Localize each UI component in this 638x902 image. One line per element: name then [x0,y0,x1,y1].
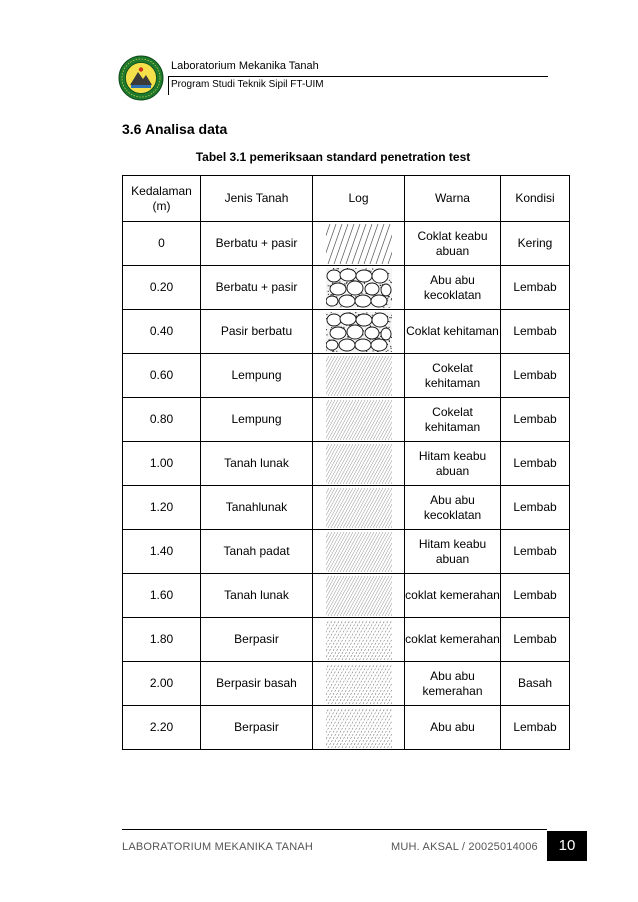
soil-log-pattern-dotted-hatch [326,708,392,748]
header-log: Log [313,176,405,222]
table-row [123,222,570,266]
cell-log [313,486,405,530]
cell-soil-type: Berbatu + pasir [201,266,313,310]
cell-color: coklat kemerahan [405,574,501,618]
table-row [123,398,570,442]
cell-depth: 2.00 [123,662,201,706]
header-condition: Kondisi [501,176,570,222]
soil-log-pattern-dotted-hatch [326,664,392,704]
cell-condition: Lembab [501,266,570,310]
cell-log [313,618,405,662]
cell-soil-type: Berpasir [201,618,313,662]
cell-condition: Lembab [501,354,570,398]
cell-condition: Lembab [501,530,570,574]
cell-depth: 0.60 [123,354,201,398]
university-logo-icon [118,55,164,101]
table-caption [0,150,638,164]
soil-log-pattern-diagonal-lines [326,224,392,264]
footer-lab-name: LABORATORIUM MEKANIKA TANAH [122,841,314,853]
cell-soil-type: Lempung [201,354,313,398]
cell-depth: 1.00 [123,442,201,486]
cell-condition: Lembab [501,574,570,618]
header-soil-type: Jenis Tanah [201,176,313,222]
section-title: 3.6 Analisa data [122,121,228,137]
table-row [123,618,570,662]
header-program-name: Program Studi Teknik Sipil FT-UIM [171,79,324,90]
page-number: 10 [547,831,587,861]
cell-log [313,574,405,618]
cell-soil-type: Tanah lunak [201,574,313,618]
footer-author: MUH. AKSAL / 20025014006 [391,841,538,853]
cell-color: Coklat keabu abuan [405,222,501,266]
cell-depth: 0 [123,222,201,266]
cell-soil-type: Berpasir [201,706,313,750]
cell-color: Abu abu kecoklatan [405,266,501,310]
cell-depth: 2.20 [123,706,201,750]
cell-soil-type: Tanahlunak [201,486,313,530]
soil-log-pattern-fine-hatch [326,488,392,528]
table-row [123,662,570,706]
cell-depth: 0.80 [123,398,201,442]
cell-log [313,222,405,266]
table-row [123,442,570,486]
table-row [123,530,570,574]
cell-condition: Lembab [501,486,570,530]
cell-color: coklat kemerahan [405,618,501,662]
cell-depth: 1.80 [123,618,201,662]
soil-log-pattern-gravel [326,312,392,352]
cell-depth: 1.40 [123,530,201,574]
soil-log-pattern-fine-hatch [326,400,392,440]
cell-soil-type: Lempung [201,398,313,442]
cell-color: Abu abu kecoklatan [405,486,501,530]
cell-condition: Lembab [501,618,570,662]
soil-log-pattern-gravel [326,268,392,308]
cell-depth: 0.40 [123,310,201,354]
soil-log-pattern-fine-hatch [326,576,392,616]
header-depth: Kedalaman (m) [123,176,201,222]
table-caption-text: Tabel 3.1 pemeriksaan standard penetration test [195,150,471,164]
cell-condition: Lembab [501,398,570,442]
cell-condition: Basah [501,662,570,706]
cell-depth: 0.20 [123,266,201,310]
cell-log [313,706,405,750]
cell-condition: Lembab [501,442,570,486]
table-header-row [123,176,570,222]
cell-color: Hitam keabu abuan [405,442,501,486]
cell-log [313,310,405,354]
soil-log-pattern-dotted-hatch [326,620,392,660]
soil-log-pattern-fine-hatch [326,444,392,484]
cell-color: Cokelat kehitaman [405,398,501,442]
cell-log [313,398,405,442]
cell-soil-type: Pasir berbatu [201,310,313,354]
cell-log [313,354,405,398]
cell-condition: Lembab [501,310,570,354]
cell-condition: Lembab [501,706,570,750]
footer-rule [122,829,547,830]
table-row [123,706,570,750]
header-color: Warna [405,176,501,222]
table-row [123,574,570,618]
cell-soil-type: Berbatu + pasir [201,222,313,266]
cell-soil-type: Tanah lunak [201,442,313,486]
cell-color: Cokelat kehitaman [405,354,501,398]
cell-log [313,442,405,486]
cell-depth: 1.60 [123,574,201,618]
cell-log [313,266,405,310]
cell-color: Coklat kehitaman [405,310,501,354]
soil-log-pattern-fine-hatch [326,532,392,572]
cell-log [313,662,405,706]
cell-log [313,530,405,574]
header-lab-name: Laboratorium Mekanika Tanah [171,60,319,72]
spt-table [122,175,570,750]
table-row [123,486,570,530]
cell-color: Abu abu [405,706,501,750]
cell-depth: 1.20 [123,486,201,530]
cell-color: Abu abu kemerahan [405,662,501,706]
cell-soil-type: Berpasir basah [201,662,313,706]
soil-log-pattern-fine-hatch [326,356,392,396]
table-row [123,310,570,354]
table-row [123,354,570,398]
page-header [118,52,548,100]
header-rule [168,76,548,77]
cell-condition: Kering [501,222,570,266]
table-row [123,266,570,310]
cell-soil-type: Tanah padat [201,530,313,574]
header-divider [168,76,169,95]
cell-color: Hitam keabu abuan [405,530,501,574]
